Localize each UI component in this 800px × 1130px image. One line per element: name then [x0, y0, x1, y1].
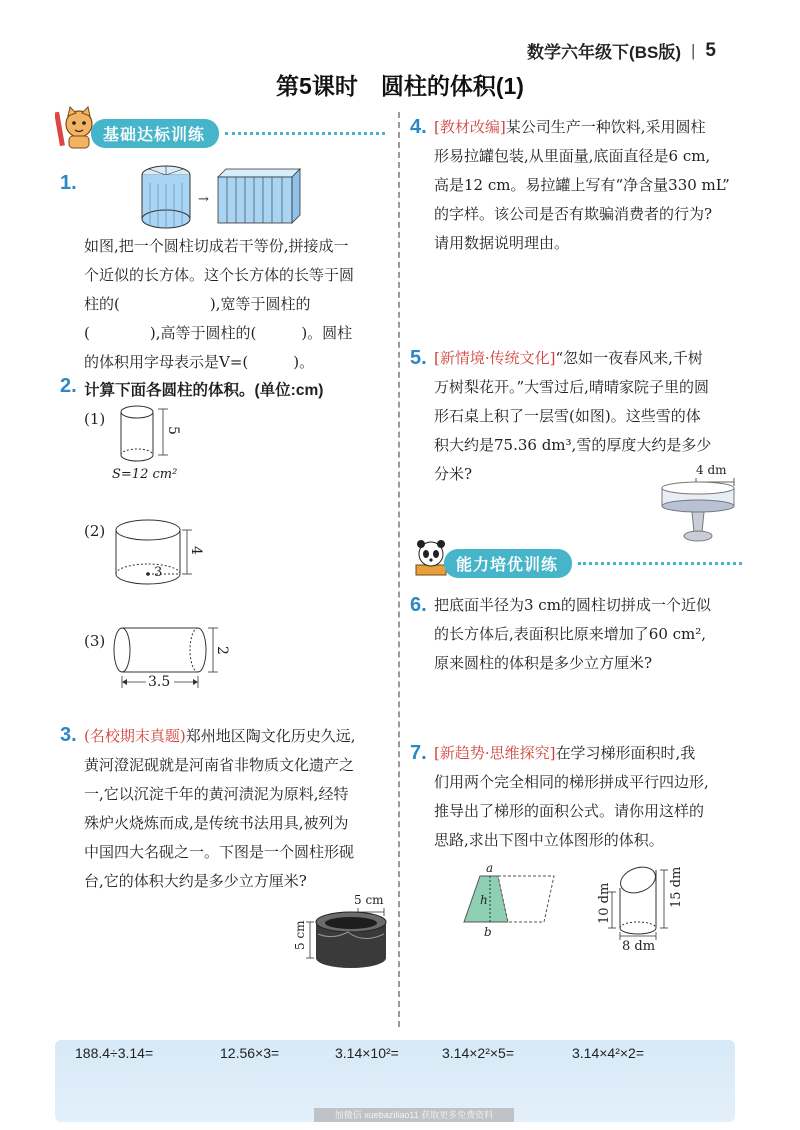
q2-number: 2.: [60, 375, 77, 397]
q7-trap-a: a: [486, 861, 494, 875]
section-banner-advanced: [412, 548, 742, 578]
q3-text: [84, 722, 396, 896]
section-title-advanced: 能力培优训练: [444, 549, 572, 578]
q4-line-3: 高是12 cm。易拉罐上写有“净含量330 mL”: [434, 176, 730, 194]
q2-sub1-height: 5: [165, 426, 181, 435]
page-header: [527, 38, 716, 63]
q1-line-2: 个近似的长方体。这个长方体的长等于圆: [84, 266, 355, 284]
q7-line-4: 思路,求出下图中立体图形的体积。: [434, 831, 664, 849]
q5-line-1: “忽如一夜春风来,千树: [555, 349, 703, 367]
q5-stone-table-figure: [658, 458, 738, 548]
q3-tag: (名校期末真题): [84, 727, 186, 745]
q7-dim-bottom: 8 dm: [622, 939, 656, 952]
q5-number: 5.: [410, 347, 427, 369]
q5-tag: [新情境·传统文化]: [434, 349, 556, 367]
q6-number: 6.: [410, 594, 427, 616]
q1-arrow: →: [198, 192, 209, 207]
q1-cylinder-to-cuboid-figure: [140, 163, 310, 231]
section-title-basic: 基础达标训练: [91, 119, 219, 148]
q6-line-2: 的长方体后,表面积比原来增加了60 cm²,: [434, 625, 707, 643]
q2-sub3-length: 3.5: [148, 674, 171, 690]
q3-inkstone-figure: [288, 888, 388, 968]
q7-trap-h: h: [480, 893, 488, 907]
lesson-title: 第5课时 圆柱的体积(1): [276, 73, 524, 99]
q2-sub1-area: S=12 cm²: [112, 467, 178, 482]
q7-line-1: 在学习梯形面积时,我: [555, 744, 696, 762]
banner-dots: [225, 132, 385, 135]
q2-sub3-diameter: 2: [214, 646, 230, 655]
q2-title: 计算下面各圆柱的体积。(单位:cm): [84, 382, 324, 399]
q3-dim-top: 5 cm: [354, 893, 384, 907]
q1-line-3: 柱的( ),宽等于圆柱的: [84, 295, 311, 313]
q7-number: 7.: [410, 742, 427, 764]
calc-3: 3.14×10²=: [335, 1045, 399, 1061]
calc-4: 3.14×2²×5=: [442, 1045, 515, 1061]
q6-line-1: 把底面半径为3 cm的圆柱切拼成一个近似: [434, 596, 711, 614]
q3-dim-side: 5 cm: [293, 920, 307, 950]
subject-label: 数学六年级下(BS版): [527, 43, 681, 62]
q5-dim: 4 dm: [696, 463, 727, 477]
column-divider: [398, 112, 400, 1027]
q1-text: [84, 232, 396, 377]
q3-line-4: 殊炉火烧炼而成,是传统书法用具,被列为: [84, 814, 349, 832]
q5-line-4: 积大约是75.36 dm³,雪的厚度大约是多少: [434, 436, 712, 454]
q2-sub2-height: 4: [188, 546, 204, 555]
q2-sub1-cylinder: [112, 403, 197, 467]
q3-line-2: 黄河澄泥砚就是河南省非物质文化遗产之: [84, 756, 355, 774]
q6-line-3: 原来圆柱的体积是多少立方厘米?: [434, 654, 653, 672]
calc-2: 12.56×3=: [220, 1045, 280, 1061]
q7-truncated-cylinder-figure: [590, 852, 700, 952]
watermark: 加微信 xuebaziliao11 获取更多免费资料: [314, 1108, 514, 1122]
q3-number: 3.: [60, 724, 77, 746]
q4-number: 4.: [410, 116, 427, 138]
q5-line-5: 分米?: [434, 465, 473, 483]
q1-number: 1.: [60, 172, 77, 194]
q3-line-5: 中国四大名砚之一。下图是一个圆柱形砚: [84, 843, 355, 861]
q7-line-3: 推导出了梯形的面积公式。请你用这样的: [434, 802, 705, 820]
q7-dim-right: 15 dm: [669, 866, 684, 908]
q3-line-3: 一,它以沉淀千年的黄河渍泥为原料,经特: [84, 785, 349, 803]
q4-text: [434, 113, 754, 258]
q4-line-5: 请用数据说明理由。: [434, 234, 570, 252]
q3-line-1: 郑州地区陶文化历史久远,: [185, 727, 356, 745]
section-banner-basic: [55, 118, 385, 148]
q1-line-4: ( ),高等于圆柱的( )。圆柱: [84, 324, 353, 342]
q4-line-1: 某公司生产一种饮料,采用圆柱: [505, 118, 706, 136]
q4-tag: [教材改编]: [434, 118, 506, 136]
q2-sub3-horizontal-cylinder: [108, 622, 238, 694]
q5-line-3: 形石桌上积了一层雪(如图)。这些雪的体: [434, 407, 701, 425]
q7-dim-left: 10 dm: [597, 882, 612, 924]
q4-line-2: 形易拉罐包装,从里面量,底面直径是6 cm,: [434, 147, 711, 165]
q1-line-5: 的体积用字母表示是V=( )。: [84, 353, 315, 371]
q7-tag: [新趋势·思维探究]: [434, 744, 556, 762]
q2-sub2-radius: 3: [154, 565, 163, 580]
q7-text: [434, 739, 754, 855]
q7-trap-b: b: [484, 925, 492, 939]
q2-sub3-label: (3): [84, 632, 106, 650]
q7-trapezoid-parallelogram-figure: [460, 860, 560, 940]
calc-1: 188.4÷3.14=: [75, 1045, 154, 1061]
q2-sub1-label: (1): [84, 410, 106, 428]
q1-line-1: 如图,把一个圆柱切成若干等份,拼接成一: [84, 237, 349, 255]
q3-line-6: 台,它的体积大约是多少立方厘米?: [84, 872, 307, 890]
q7-line-2: 们用两个完全相同的梯形拼成平行四边形,: [434, 773, 709, 791]
q2-sub2-label: (2): [84, 522, 106, 540]
banner-dots: [578, 562, 742, 565]
page-number: 5: [705, 39, 716, 61]
header-separator: |: [691, 40, 696, 60]
calc-5: 3.14×4²×2=: [572, 1045, 645, 1061]
q4-line-4: 的字样。该公司是否有欺骗消费者的行为?: [434, 205, 713, 223]
q6-text: [434, 591, 754, 678]
q5-line-2: 万树梨花开。”大雪过后,晴晴家院子里的圆: [434, 378, 709, 396]
q2-sub2-cylinder: [108, 518, 208, 592]
